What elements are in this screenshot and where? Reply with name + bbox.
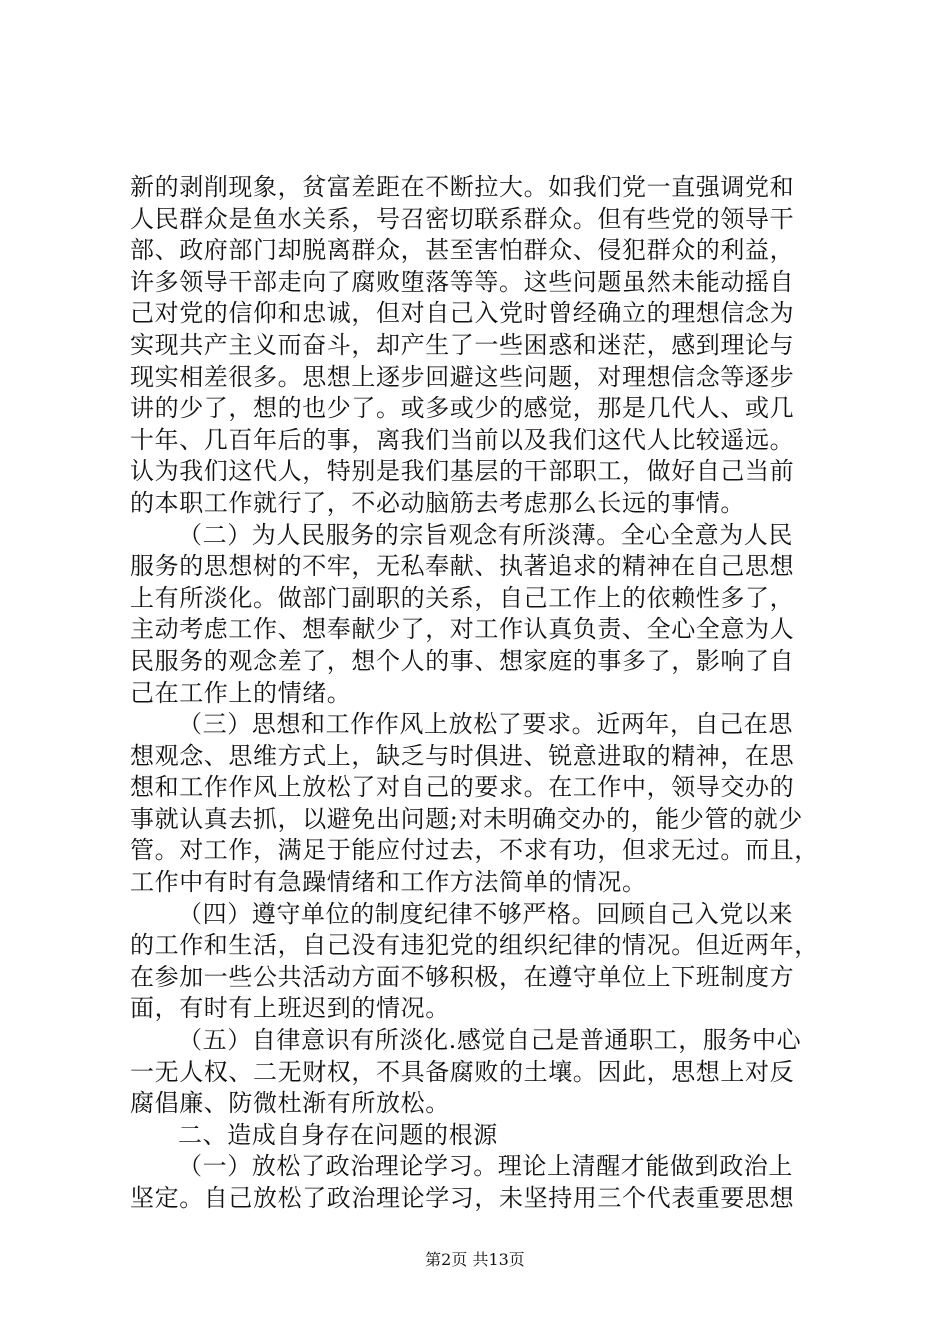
text-line: 讲的少了，想的也少了。或多或少的感觉，那是几代人、或几 <box>130 394 795 423</box>
text-line: 在参加一些公共活动方面不够积极，在遵守单位上下班制度方 <box>130 962 795 991</box>
text-line: 事就认真去抓，以避免出问题;对未明确交办的，能少管的就少 <box>130 804 803 833</box>
text-line: 主动考虑工作、想奉献少了，对工作认真负责、全心全意为人 <box>130 615 795 644</box>
page-number-footer: 第2页 共13页 <box>425 1250 525 1269</box>
text-line: 想观念、思维方式上，缺乏与时俱进、锐意进取的精神，在思 <box>130 741 795 770</box>
text-line: 管。对工作，满足于能应付过去，不求有功，但求无过。而且， <box>130 836 819 865</box>
body-text <box>130 172 830 1215</box>
text-line: 人民群众是鱼水关系，号召密切联系群众。但有些党的领导干 <box>130 204 795 233</box>
text-line: 认为我们这代人，特别是我们基层的干部职工，做好自己当前 <box>130 457 795 486</box>
text-line: 的本职工作就行了，不必动脑筋去考虑那么长远的事情。 <box>130 488 745 517</box>
text-line: 的工作和生活，自己没有违犯党的组织纪律的情况。但近两年， <box>130 931 819 960</box>
text-line: 想和工作作风上放松了对自己的要求。在工作中，领导交办的 <box>130 773 795 802</box>
text-line: 新的剥削现象，贫富差距在不断拉大。如我们党一直强调党和 <box>130 173 795 201</box>
text-line: 己对党的信仰和忠诚，但对自己入党时曾经确立的理想信念为 <box>130 299 795 328</box>
text-line: 民服务的观念差了，想个人的事、想家庭的事多了，影响了自 <box>130 646 795 675</box>
text-line: 腐倡廉、防微杜渐有所放松。 <box>130 1089 450 1118</box>
text-line: 面，有时有上班迟到的情况。 <box>130 994 450 1023</box>
paragraph-start-line: （一）放松了政治理论学习。理论上清醒才能做到政治上 <box>178 1152 793 1181</box>
section-heading: 二、造成自身存在问题的根源 <box>178 1120 498 1149</box>
paragraph-start-line: （四）遵守单位的制度纪律不够严格。回顾自己入党以来 <box>178 899 793 928</box>
paragraph-start-line: （三）思想和工作作风上放松了要求。近两年，自己在思 <box>178 710 793 739</box>
text-line: 现实相差很多。思想上逐步回避这些问题，对理想信念等逐步 <box>130 362 795 391</box>
text-line: 己在工作上的情绪。 <box>130 678 352 707</box>
text-line: 上有所淡化。做部门副职的关系，自己工作上的依赖性多了， <box>130 583 795 612</box>
text-line: 一无人权、二无财权，不具备腐败的土壤。因此，思想上对反 <box>130 1057 795 1086</box>
paragraph-start-line: （二）为人民服务的宗旨观念有所淡薄。全心全意为人民 <box>178 520 793 549</box>
text-line: 十年、几百年后的事，离我们当前以及我们这代人比较遥远。 <box>130 425 795 454</box>
text-line: 实现共产主义而奋斗，却产生了一些困惑和迷茫，感到理论与 <box>130 330 795 359</box>
text-line: 部、政府部门却脱离群众，甚至害怕群众、侵犯群众的利益， <box>130 236 795 265</box>
text-line: 许多领导干部走向了腐败堕落等等。这些问题虽然未能动摇自 <box>130 267 795 296</box>
paragraph-start-line: （五）自律意识有所淡化.感觉自己是普通职工，服务中心 <box>178 1026 802 1055</box>
text-line: 服务的思想树的不牢，无私奉献、执著追求的精神在自己思想 <box>130 552 795 581</box>
text-line: 坚定。自己放松了政治理论学习，未坚持用三个代表重要思想 <box>130 1184 795 1212</box>
text-line: 工作中有时有急躁情绪和工作方法简单的情况。 <box>130 868 647 897</box>
